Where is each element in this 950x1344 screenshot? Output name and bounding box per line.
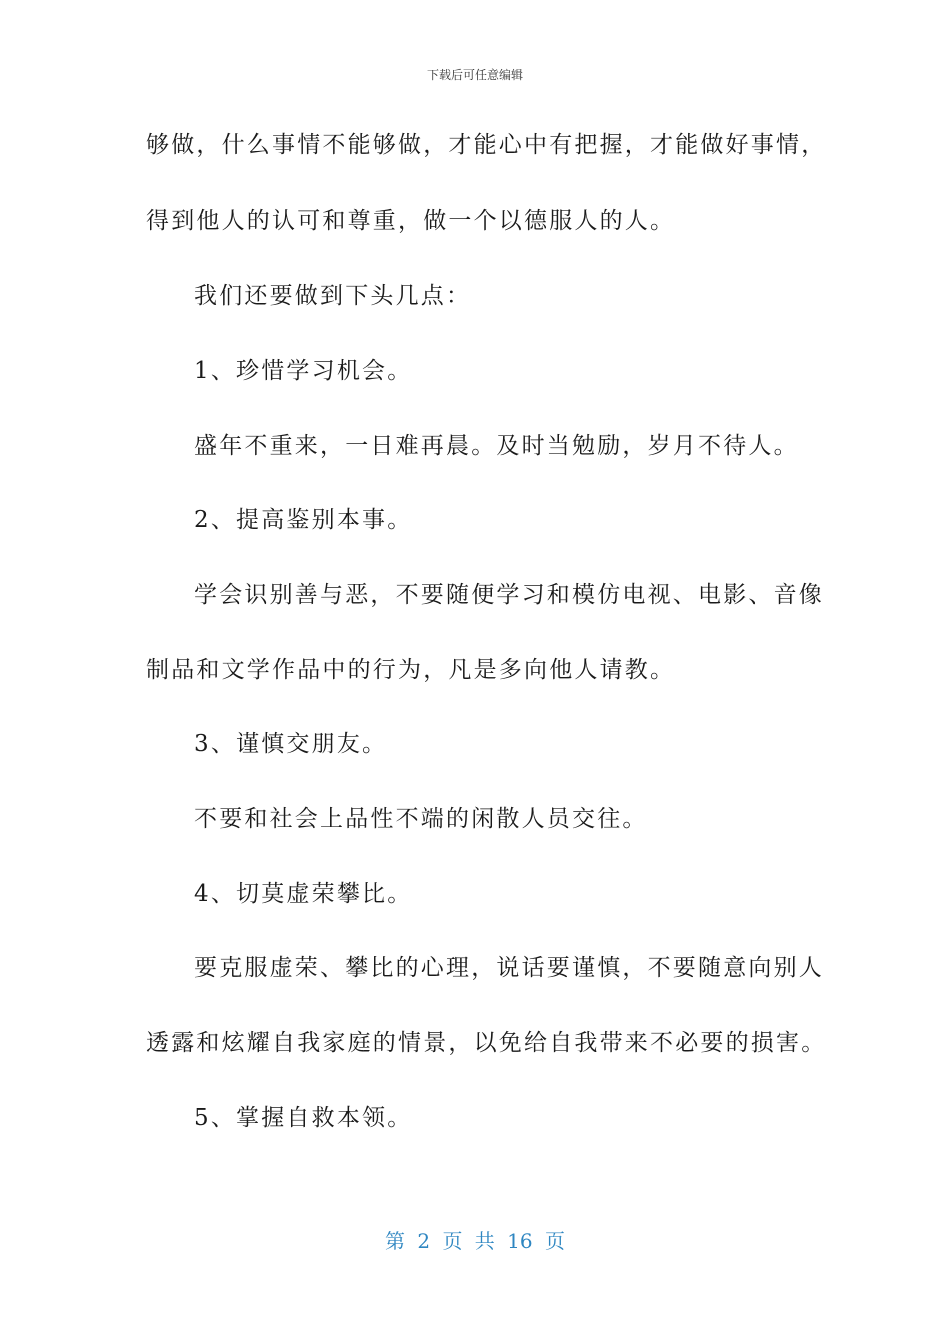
paragraph-line: 学会识别善与恶，不要随便学习和模仿电视、电影、音像: [194, 582, 824, 608]
list-item-heading: 1、珍惜学习机会。: [194, 358, 413, 384]
paragraph-line: 制品和文学作品中的行为，凡是多向他人请教。: [146, 657, 676, 683]
paragraph-line: 得到他人的认可和尊重，做一个以德服人的人。: [146, 208, 676, 234]
paragraph-line: 盛年不重来，一日难再晨。及时当勉励，岁月不待人。: [194, 433, 799, 459]
paragraph-line: 够做，什么事情不能够做，才能心中有把握，才能做好事情，: [146, 132, 827, 158]
list-item-heading: 5、掌握自救本领。: [194, 1105, 413, 1131]
paragraph-line: 透露和炫耀自我家庭的情景，以免给自我带来不必要的损害。: [146, 1030, 827, 1056]
list-item-heading: 3、谨慎交朋友。: [194, 731, 388, 757]
paragraph-line: 要克服虚荣、攀比的心理，说话要谨慎，不要随意向别人: [194, 955, 824, 981]
page-footer: 第 2 页 共 16 页: [385, 1229, 565, 1253]
paragraph-line: 我们还要做到下头几点：: [194, 283, 472, 309]
page-header: 下载后可任意编辑: [426, 68, 523, 82]
list-item-heading: 4、切莫虚荣攀比。: [194, 881, 413, 907]
list-item-heading: 2、提高鉴别本事。: [194, 507, 413, 533]
paragraph-line: 不要和社会上品性不端的闲散人员交往。: [194, 806, 648, 832]
